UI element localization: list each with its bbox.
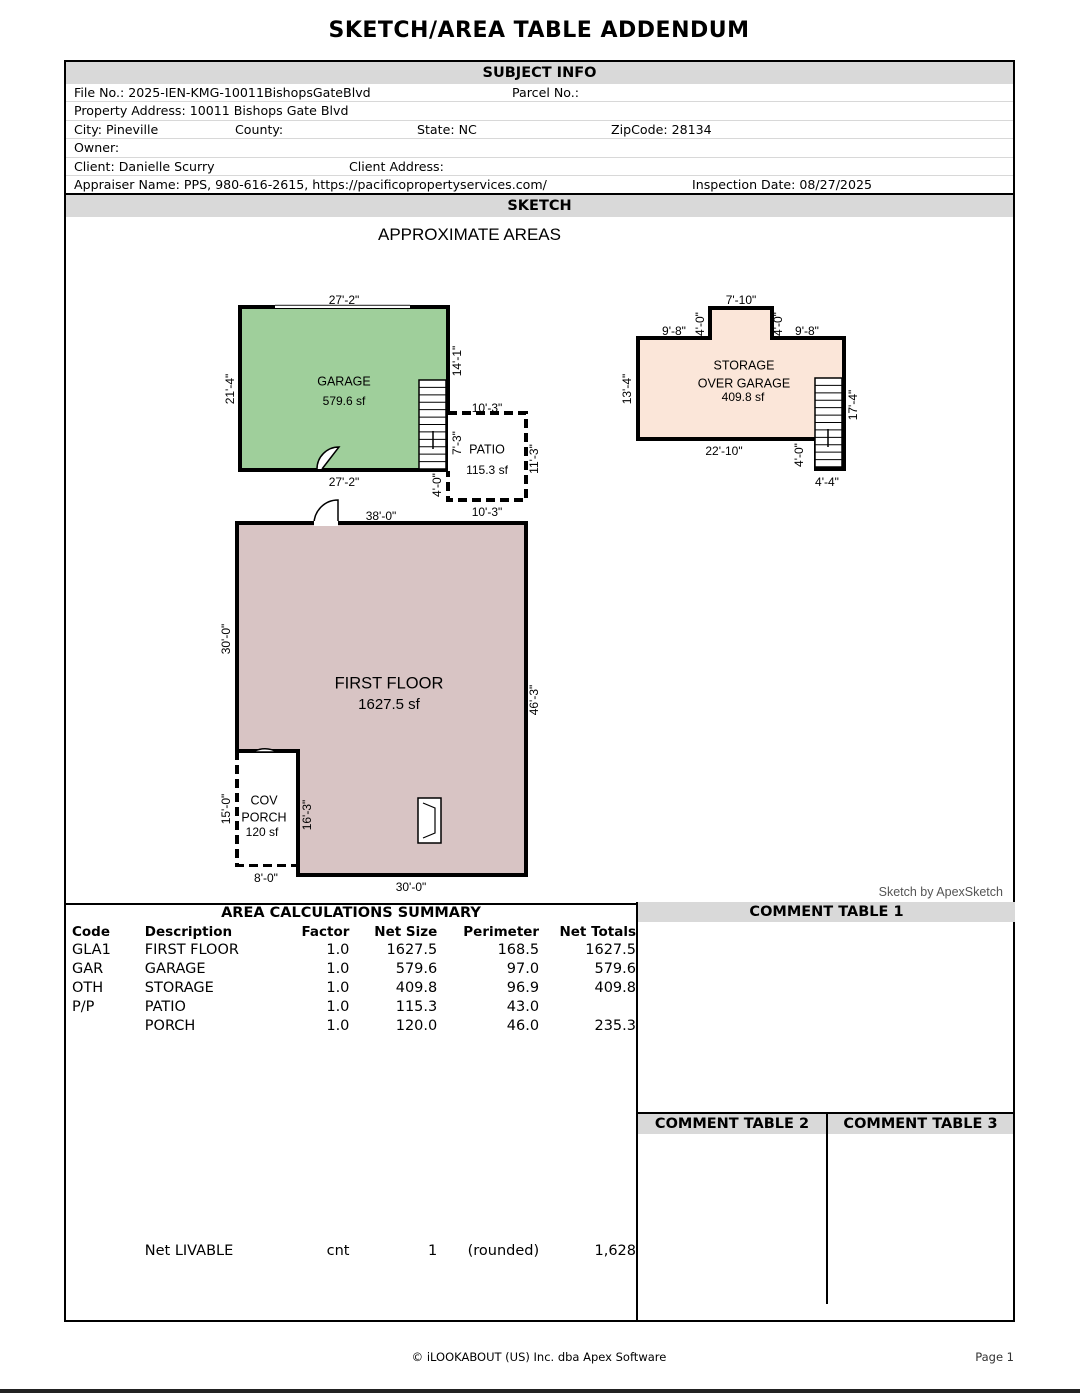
info-row-file — [66, 84, 1013, 102]
dimension-label: 4'-0" — [693, 312, 708, 337]
table-row — [72, 978, 636, 997]
table-cell: 1627.5 — [386, 941, 438, 958]
patio-outline — [448, 413, 526, 500]
table-cell: GARAGE — [144, 960, 206, 977]
table-cell: 115.3 — [395, 998, 438, 1015]
dimension-label: 13'-4" — [620, 374, 635, 405]
dimension-label: 17'-4" — [846, 390, 861, 421]
area-calculations-panel — [66, 902, 638, 1320]
dimension-label: 10'-3" — [471, 401, 503, 416]
area-calc-body — [72, 940, 636, 1035]
comment-tables-2-3 — [638, 1112, 1015, 1320]
net-livable-total: 1,628 — [594, 1242, 636, 1259]
front-door — [314, 500, 338, 524]
net-livable-factor: cnt — [326, 1242, 350, 1259]
sketch-credit: Sketch by ApexSketch — [878, 885, 1003, 900]
comment-table-3-header: COMMENT TABLE 3 — [828, 1114, 1013, 1134]
dimension-label: 14'-1" — [450, 346, 465, 377]
table-cell: PATIO — [144, 998, 186, 1015]
dimension-label: 30'-0" — [395, 880, 427, 895]
col-code: Code — [72, 923, 111, 940]
info-row-location — [66, 121, 1013, 139]
room-label: STORAGE — [713, 358, 775, 373]
net-livable-rounded: (rounded) — [467, 1242, 540, 1259]
dimension-label: 10'-3" — [471, 505, 503, 520]
table-row — [72, 997, 636, 1016]
dimension-label: 15'-0" — [219, 794, 234, 825]
sketch-header: SKETCH — [66, 195, 1013, 217]
comment-table-2-header: COMMENT TABLE 2 — [638, 1114, 826, 1134]
dimension-label: 38'-0" — [365, 509, 397, 524]
table-cell: 96.9 — [506, 979, 540, 996]
table-cell: 235.3 — [594, 1017, 636, 1034]
table-row — [72, 959, 636, 978]
room-label: 579.6 sf — [322, 394, 366, 409]
dimension-label: 9'-8" — [795, 324, 819, 339]
dimension-label: 30'-0" — [219, 624, 234, 655]
subject-info-section — [66, 84, 1013, 195]
table-cell: 409.8 — [395, 979, 438, 996]
state: State: NC — [417, 121, 477, 137]
dimension-label: 22'-10" — [705, 444, 743, 459]
table-cell: P/P — [72, 998, 95, 1015]
table-cell: 43.0 — [506, 998, 540, 1015]
table-row — [72, 940, 636, 959]
comment-table-2 — [638, 1114, 828, 1304]
table-cell: PORCH — [144, 1017, 196, 1034]
subject-info-header: SUBJECT INFO — [66, 62, 1013, 84]
room-label: 120 sf — [245, 825, 279, 840]
dimension-label: 11'-3" — [527, 444, 542, 475]
table-cell: STORAGE — [144, 979, 214, 996]
table-cell: 579.6 — [395, 960, 438, 977]
area-calc-header: AREA CALCULATIONS SUMMARY — [221, 905, 481, 921]
table-cell: 120.0 — [395, 1017, 438, 1034]
table-cell: 97.0 — [506, 960, 540, 977]
table-row — [72, 1016, 636, 1035]
zip-code: ZipCode: 28134 — [611, 121, 712, 137]
owner: Owner: — [74, 140, 120, 156]
table-cell: 46.0 — [506, 1017, 540, 1034]
table-cell: 1.0 — [326, 1017, 350, 1034]
col-net-size: Net Size — [374, 923, 438, 940]
room-label: PORCH — [241, 810, 287, 825]
net-livable-label: Net LIVABLE — [144, 1242, 234, 1259]
file-no: File No.: 2025-IEN-KMG-10011BishopsGateBlvd — [74, 85, 371, 100]
dimension-label: 4'-0" — [430, 473, 445, 498]
table-header-row — [72, 923, 636, 940]
col-factor: Factor — [301, 923, 350, 940]
table-cell — [72, 1016, 145, 1035]
client: Client: Danielle Scurry — [74, 158, 215, 174]
room-label: OVER GARAGE — [697, 376, 791, 391]
client-address: Client Address: — [349, 158, 444, 174]
table-cell: 1.0 — [326, 979, 350, 996]
comment-table-1 — [638, 902, 1015, 1114]
table-cell: GAR — [72, 960, 104, 977]
dimension-label: 8'-0" — [254, 871, 278, 886]
area-calc-table — [72, 923, 636, 1035]
col-perimeter: Perimeter — [463, 923, 540, 940]
table-cell — [539, 997, 636, 1016]
info-row-client — [66, 158, 1013, 176]
info-row-owner — [66, 139, 1013, 157]
net-livable-code — [72, 1241, 145, 1260]
room-label: 115.3 sf — [466, 463, 508, 478]
dimension-label: 4'-4" — [815, 475, 839, 490]
dimension-label: 9'-8" — [662, 324, 686, 339]
room-label: FIRST FLOOR — [334, 674, 444, 693]
front-door-gap — [314, 521, 338, 526]
room-label: COV — [250, 793, 278, 808]
document-title: SKETCH/AREA TABLE ADDENDUM — [328, 18, 750, 43]
inspection-date: Inspection Date: 08/27/2025 — [692, 176, 872, 192]
appraiser: Appraiser Name: PPS, 980-616-2615, https://pacificopropertyservices.com/ — [74, 176, 547, 192]
parcel-no: Parcel No.: — [512, 85, 579, 100]
addendum-frame — [64, 60, 1015, 1322]
sketch-area — [66, 217, 1013, 905]
dimension-label: 4'-0" — [771, 312, 786, 337]
approximate-areas-label: APPROXIMATE AREAS — [378, 225, 561, 245]
porch-room — [239, 753, 296, 864]
table-cell: 1.0 — [326, 941, 350, 958]
fireplace-icon — [418, 798, 441, 843]
net-livable-count: 1 — [427, 1242, 438, 1259]
col-net-totals: Net Totals — [559, 923, 636, 940]
dimension-label: 46'-3" — [527, 685, 542, 716]
footer-copyright: © iLOOKABOUT (US) Inc. dba Apex Software — [411, 1350, 667, 1364]
table-cell: 409.8 — [594, 979, 636, 996]
room-label: 1627.5 sf — [358, 696, 420, 714]
net-livable-row — [72, 1241, 636, 1260]
dimension-label: 7'-3" — [450, 431, 465, 456]
room-label: GARAGE — [317, 374, 371, 389]
table-cell: 1627.5 — [585, 941, 636, 958]
page-number: Page 1 — [975, 1350, 1014, 1364]
room-label: 409.8 sf — [721, 390, 765, 405]
table-cell: 168.5 — [497, 941, 540, 958]
floor-plan-sketch — [66, 217, 1013, 903]
table-cell: GLA1 — [72, 941, 111, 958]
dimension-label: 27'-2" — [328, 293, 360, 308]
table-cell: OTH — [72, 979, 104, 996]
table-cell: 1.0 — [326, 998, 350, 1015]
bottom-border — [0, 1389, 1080, 1393]
info-row-address — [66, 102, 1013, 120]
table-cell: 1.0 — [326, 960, 350, 977]
garage-room — [240, 307, 448, 470]
county: County: — [235, 121, 284, 137]
dimension-label: 27'-2" — [328, 475, 360, 490]
dimension-label: 16'-3" — [300, 800, 315, 831]
room-label: PATIO — [469, 442, 505, 457]
col-description: Description — [144, 923, 233, 940]
info-row-appraiser — [66, 176, 1013, 195]
dimension-label: 21'-4" — [223, 374, 238, 405]
property-address: Property Address: 10011 Bishops Gate Blvd — [74, 103, 349, 119]
comment-table-1-header: COMMENT TABLE 1 — [638, 902, 1015, 922]
city: City: Pineville — [74, 121, 159, 137]
dimension-label: 7'-10" — [725, 293, 757, 308]
comment-table-3 — [828, 1114, 1013, 1304]
dimension-label: 4'-0" — [792, 443, 807, 468]
table-cell: FIRST FLOOR — [144, 941, 239, 958]
table-cell: 579.6 — [594, 960, 636, 977]
